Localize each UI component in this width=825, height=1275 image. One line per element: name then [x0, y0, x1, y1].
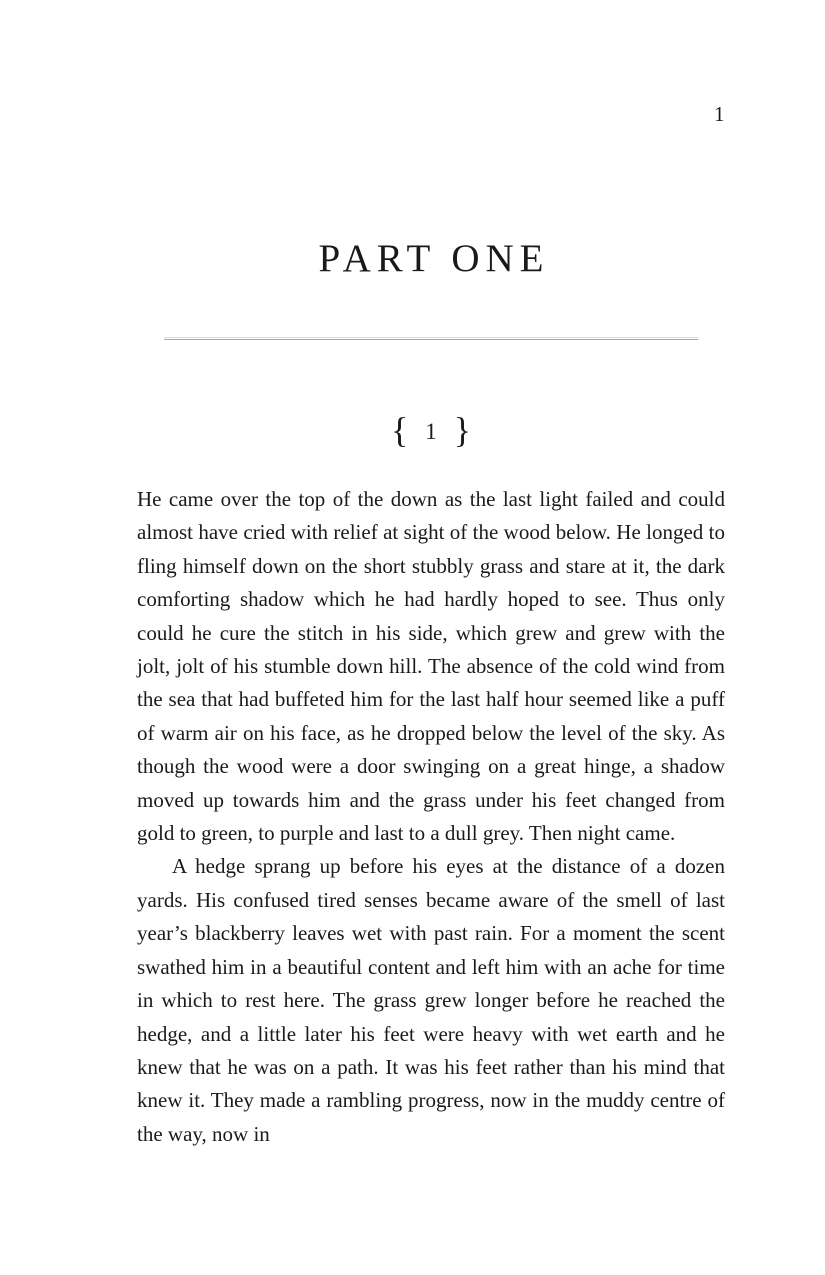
chapter-number: 1 — [425, 418, 437, 444]
section-divider — [164, 337, 698, 340]
chapter-marker — [137, 409, 725, 452]
chapter-close-brace: } — [453, 410, 472, 450]
paragraph: He came over the top of the down as the last light failed and could almost have cried with relief at sight of the wood below. He longed to fling himself down on the short stubbly grass and stare at it, the dark comforting shadow which he had hardly hoped to see. Thus only could he cure the stitch in his side, which grew and grew with the jolt, jolt of his stumble down hill. The absence of the cold wind from the sea that had buffeted him for the last half hour seemed like a puff of warm air on his face, as he dropped below the level of the sky. As though the wood were a door swinging on a great hinge, a shadow moved up towards him and the grass under his feet changed from gold to green, to purple and last to a dull grey. Then night came. — [137, 487, 725, 846]
body-text — [137, 483, 725, 1151]
paragraph: A hedge sprang up before his eyes at the distance of a dozen yards. His confused tired senses became aware of the smell of last year’s blackberry leaves wet with past rain. For a moment the scent swathed him in a beautiful content and left him with an ache for time in which to rest here. The grass grew longer before he reached the hedge, and a little later his feet were heavy with wet earth and he knew that he was on a path. It was his feet rather than his mind that knew it. They made a rambling progress, now in the muddy centre of the way, now in — [137, 854, 725, 1146]
page-number: 1 — [714, 102, 725, 126]
chapter-open-brace: { — [390, 410, 409, 450]
part-heading: PART ONE — [318, 237, 550, 280]
